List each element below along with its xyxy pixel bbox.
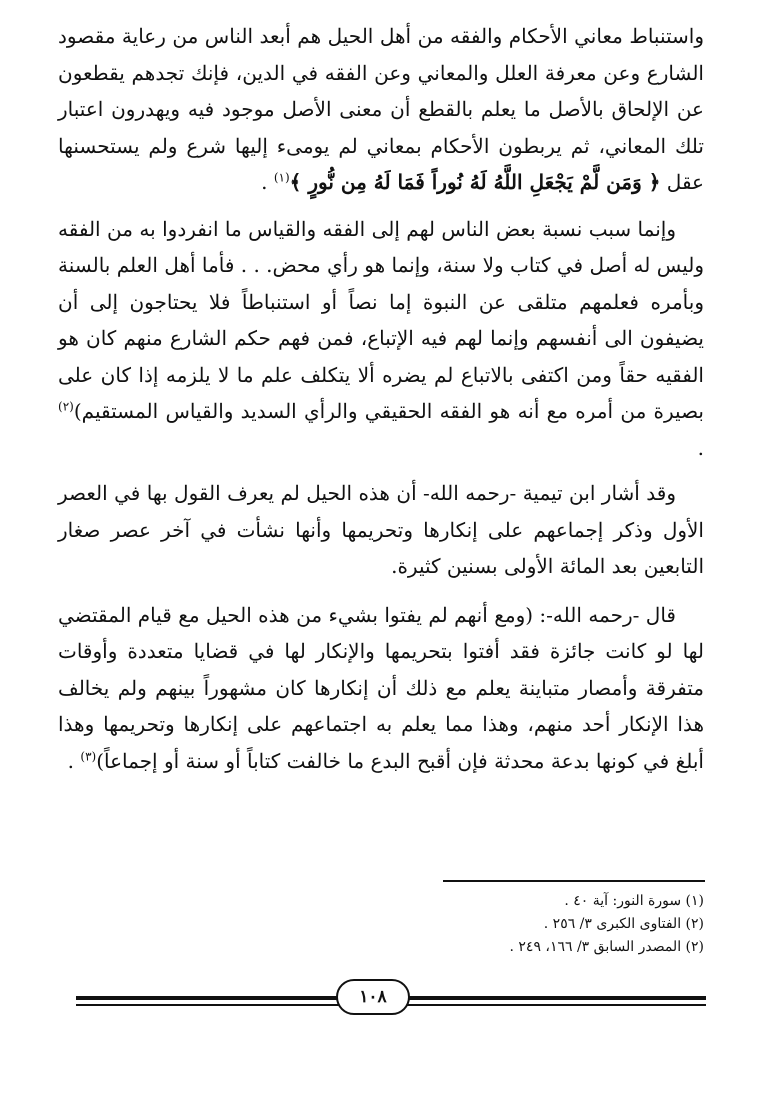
footnote-ref-2: (٢) bbox=[58, 399, 74, 414]
paragraph-3 bbox=[58, 475, 704, 585]
paragraph-4 bbox=[58, 597, 704, 780]
footnote-1: (١) سورة النور: آية ٤٠ . bbox=[564, 893, 704, 909]
footnote-ref-1: (١) bbox=[273, 170, 290, 185]
paragraph-2 bbox=[58, 211, 704, 467]
footnotes bbox=[284, 890, 704, 959]
paragraph-3-text: وقد أشار ابن تيمية -رحمه الله- أن هذه الحيل لم يعرف القول بها في العصر الأول وذكر إجماعهم على إنكارها وتحريمها وأنها نشأت في آخر عصر صغار التابعين بعد المائة الأولى بسنين كثيرة. bbox=[58, 481, 704, 578]
footnote-ref-3: (٣) bbox=[80, 748, 97, 763]
paragraph-1-end: . bbox=[261, 170, 268, 194]
footnote-2: (٢) الفتاوى الكبرى ٣/ ٢٥٦ . bbox=[543, 916, 704, 932]
paragraph-4-end: . bbox=[67, 748, 75, 773]
quran-verse: ﴿ وَمَن لَّمْ يَجْعَلِ اللَّهُ لَهُ نُوراً فَمَا لَهُ مِن نُّورٍ ﴾ bbox=[289, 170, 661, 194]
paragraph-4-text: قال -رحمه الله-: (ومع أنهم لم يفتوا بشيء من هذه الحيل مع قيام المقتضي لها لو كانت جائزة فقد أفتوا بتحريمها والإنكار لها في قضايا متعددة وأوقات متفرقة وأمصار متباينة يعلم مع ذلك أن إنكارها كان مشهوراً بينهم ولم يخالف هذا الإنكار أحد منهم، وهذا مما يعلم به اجتماعهم على إنكارها وتحريمها وهذا أبلغ في كونها بدعة محدثة فإن أقبح البدع ما خالفت كتاباً أو سنة أو إجماعاً) bbox=[58, 602, 704, 773]
paragraph-1 bbox=[58, 18, 704, 201]
page-number: ١٠٨ bbox=[336, 979, 410, 1015]
page-body bbox=[58, 18, 704, 779]
footnote-3: (٢) المصدر السابق ٣/ ١٦٦، ٢٤٩ . bbox=[509, 939, 704, 955]
paragraph-2-end: . bbox=[697, 435, 704, 460]
paragraph-2-text: وإنما سبب نسبة بعض الناس لهم إلى الفقه والقياس ما انفردوا به من الفقه وليس له أصل في كتاب ولا سنة، وإنما هو رأي محض. . . فأما أهل العلم بالسنة وبأمره فعلمهم متلقى عن النبوة إما نصاً أو استنباطاً فلا يحتاجون إلى أن يضيفون الى أنفسهم وإنما لهم فيه الإتباع، فمن فهم حكم الشارع منهم كان هو الفقيه حقاً ومن اكتفى بالاتباع لم يضره ألا يتكلف علم ما لا يلزمه إذا كان على بصيرة من أمره مع أنه هو الفقه الحقيقي والرأي السديد والقياس المستقيم) bbox=[58, 216, 704, 423]
footnote-divider bbox=[443, 880, 705, 882]
paragraph-1-text: واستنباط معاني الأحكام والفقه من أهل الحيل هم أبعد الناس من رعاية مقصود الشارع وعن معرفة العلل والمعاني وعن الفقه في الدين، فإنك تجدهم يقطعون عن الإلحاق بالأصل ما يعلم بالقطع أن معنى الأصل موجود فيه ويهدرون اعتبار تلك المعاني، ثم يربطون الأحكام بمعاني لم يومىء إليها شرع ولم يستحسنها عقل bbox=[58, 24, 704, 194]
